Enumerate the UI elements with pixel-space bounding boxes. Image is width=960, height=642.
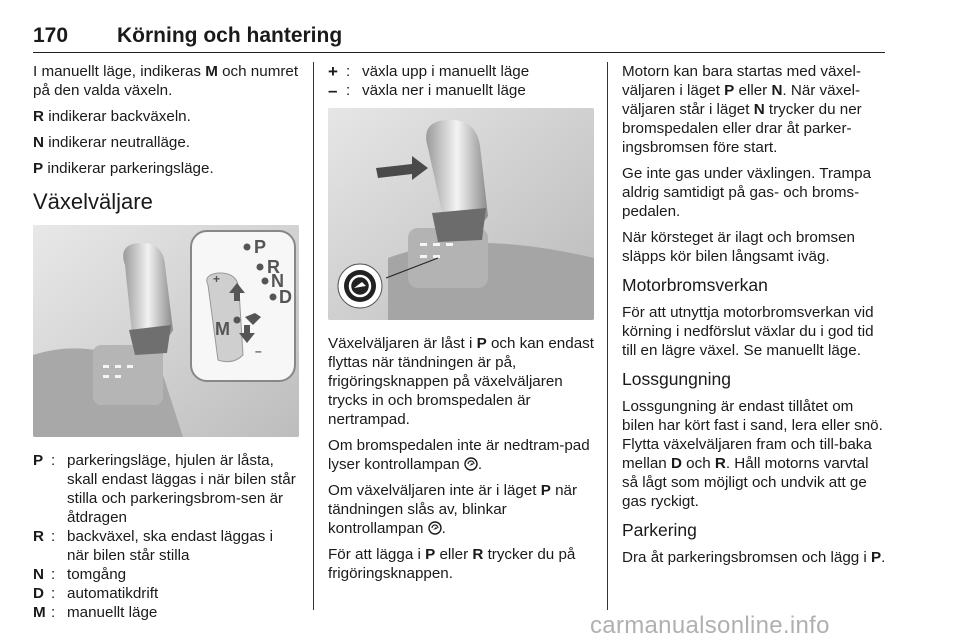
no-gas-paragraph: Ge inte gas under växlingen. Trampa aldrig samtidigt på gas- och broms-pedalen.: [622, 165, 872, 220]
definition-row-r: R : backväxel, ska endast läggas i när bilen står stilla: [33, 528, 273, 564]
position-label-d: D: [279, 287, 292, 307]
engine-brake-heading: Motorbromsverkan: [622, 275, 768, 295]
position-label-p: P: [254, 237, 267, 257]
svg-text:+: +: [213, 272, 221, 286]
locked-paragraph: Växelväljaren är låst i P och kan endast flyttas när tändningen är på, frigöringsknappen på växelväljaren trycks in och bromspedalen är nertrampad.: [328, 335, 594, 428]
position-label-r: R: [267, 257, 280, 277]
brake-warning-lamp-icon: [464, 457, 478, 471]
svg-text:–: –: [255, 344, 262, 358]
plus-icon: +: [328, 62, 338, 81]
shift-up-definition: + : växla upp i manuellt läge: [328, 62, 530, 81]
blinking-lamp-paragraph: Om växelväljaren inte är i läget P när tändningen slås av, blinkar kontrollampan .: [328, 482, 578, 537]
page-header: [33, 22, 885, 53]
definition-row-d: D : automatikdrift: [33, 585, 159, 602]
position-label-n: N: [271, 271, 284, 291]
position-label-m: M: [215, 319, 230, 339]
engine-brake-paragraph: För att utnyttja motorbromsverkan vid körning i nedförslut växlar du i god tid till en lägre växel. Se manuellt läge.: [622, 304, 874, 359]
column-divider: [607, 62, 608, 610]
definition-row-n: N : tomgång: [33, 566, 127, 583]
rocking-heading: Lossgungning: [622, 369, 731, 389]
column-3: [622, 62, 888, 574]
watermark: carmanualsonline.info: [590, 612, 830, 639]
p-paragraph: P indikerar parkeringsläge.: [33, 160, 214, 177]
r-paragraph: R indikerar backväxeln.: [33, 108, 191, 125]
release-button-illustration: [328, 108, 594, 320]
release-button-figure: [328, 108, 594, 320]
chapter-title: Körning och hantering: [117, 24, 343, 47]
intro-paragraph: I manuellt läge, indikeras M och numret på den valda växeln.: [33, 63, 299, 99]
parking-paragraph: Dra åt parkeringsbromsen och lägg i P.: [622, 549, 886, 566]
brake-warning-lamp-icon: [428, 521, 442, 535]
column-2: [328, 62, 594, 590]
definition-row-p: P : parkeringsläge, hjulen är låsta, skall endast läggas i när bilen står stilla och parkeringsbrom-sen är åtdragen: [33, 452, 296, 526]
shift-down-definition: – : växla ner i manuellt läge: [328, 81, 526, 100]
column-divider: [313, 62, 314, 610]
n-paragraph: N indikerar neutralläge.: [33, 134, 191, 151]
parking-heading: Parkering: [622, 520, 697, 540]
creep-paragraph: När körsteget är ilagt och bromsen släpps kör bilen långsamt iväg.: [622, 229, 855, 265]
position-definitions: [33, 451, 299, 622]
release-paragraph: För att lägga i P eller R trycker du på frigöringsknappen.: [328, 546, 576, 582]
start-paragraph: Motorn kan bara startas med växel-väljaren i läget P eller N. När växel-väljaren står i läget N trycker du ner bromspedalen eller drar åt parker-ingsbromsen före start.: [622, 63, 862, 156]
definition-row-m: M : manuellt läge: [33, 604, 158, 621]
column-1: [33, 62, 299, 622]
page-number: 170: [33, 24, 69, 47]
gear-selector-illustration: [33, 225, 299, 437]
minus-icon: –: [328, 81, 338, 100]
gear-selector-figure: [33, 225, 299, 437]
brake-lamp-paragraph: Om bromspedalen inte är nedtram-pad lyser kontrollampan .: [328, 437, 590, 473]
rocking-paragraph: Lossgungning är endast tillåtet om bilen har kört fast i sand, lera eller snö. Flytta växelväljaren fram och till-baka mellan D och R. Håll motorns varvtal så lågt som möjligt och undvik att ge gas ryckigt.: [622, 398, 883, 510]
section-heading: Växelväljare: [33, 189, 153, 214]
